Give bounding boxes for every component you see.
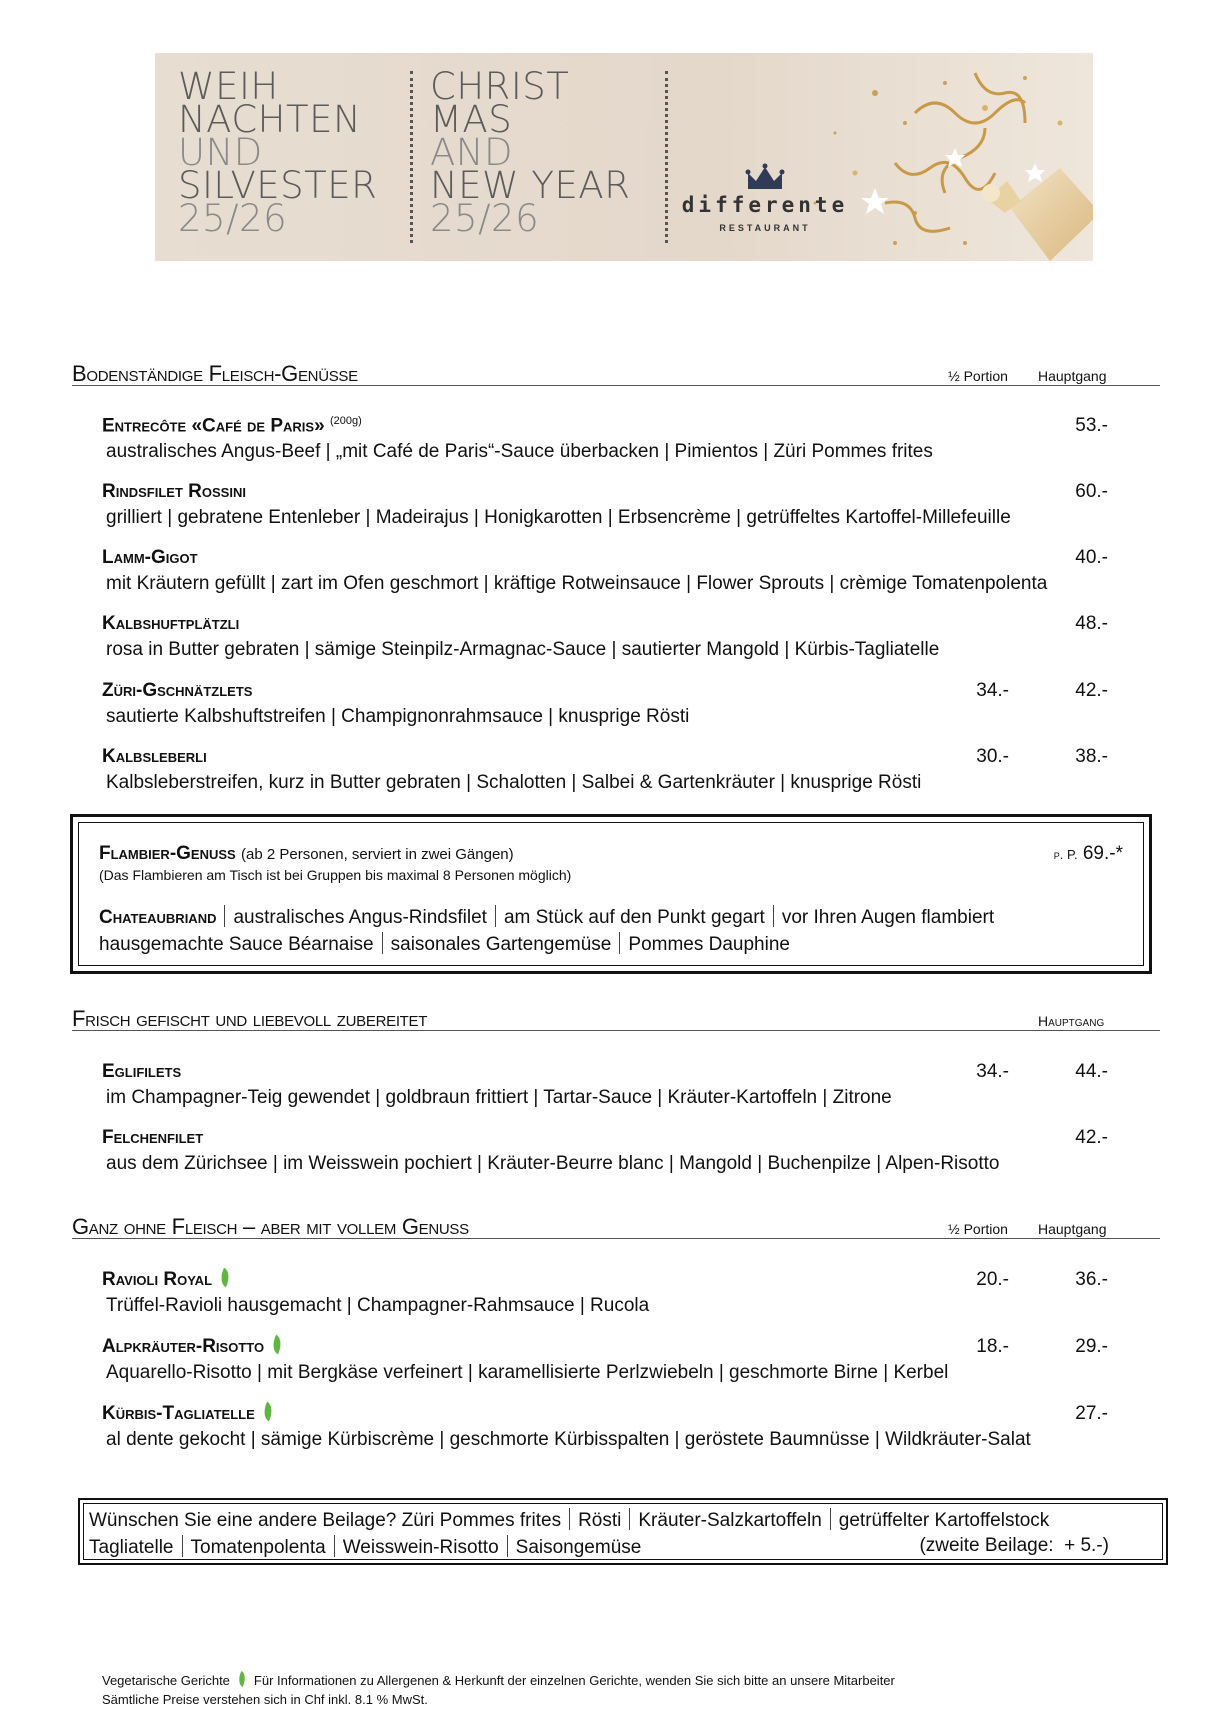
side-dish-item: Wünschen Sie eine andere Beilage? Züri Pommes frites (89, 1510, 562, 1531)
dish-name: Kalbshuftplätzli (102, 613, 240, 634)
banner-divider-1 (410, 71, 413, 243)
dish-name: Eglifilets (102, 1061, 182, 1082)
vegetarian-leaf-icon (217, 1268, 233, 1288)
champagne-decoration (155, 53, 1093, 261)
section-header-veg (72, 1214, 1160, 1239)
column-header-main: Hauptgang (1038, 368, 1107, 384)
price-main: 48.- (1075, 613, 1108, 634)
separator (495, 905, 496, 927)
section-title: Bodenständige Fleisch-Genüsse (72, 361, 358, 386)
separator (629, 1508, 630, 1530)
separator (224, 905, 225, 927)
price-main: 42.- (1075, 1127, 1108, 1148)
price-half: 34.- (976, 1061, 1009, 1082)
banner-mas: MAS (430, 98, 513, 141)
price-half: 30.- (976, 746, 1009, 767)
side-dish-item: Weisswein-Risotto (342, 1537, 499, 1558)
flambier-subtitle: (ab 2 Personen, serviert in zwei Gängen) (241, 846, 514, 863)
allergen-info: Für Informationen zu Allergenen & Herkunft der einzelnen Gerichte, wenden Sie sich bitte an unsere Mitarbeiter (253, 1673, 895, 1688)
separator (830, 1508, 831, 1530)
dish-description: al dente gekocht | sämige Kürbiscrème | geschmorte Kürbisspalten | geröstete Baumnüsse | Wildkräuter-Salat (106, 1429, 1031, 1450)
price-main: 29.- (1075, 1336, 1108, 1357)
price-main: 42.- (1075, 680, 1108, 701)
flambier-item: Pommes Dauphine (628, 934, 790, 955)
flambier-item: saisonales Gartengemüse (390, 934, 612, 955)
dish-description: im Champagner-Teig gewendet | goldbraun frittiert | Tartar-Sauce | Kräuter-Kartoffeln | Zitrone (106, 1087, 892, 1108)
price-half: 34.- (976, 680, 1009, 701)
section-header-fish (72, 1006, 1160, 1031)
side-dish-item: Saisongemüse (515, 1537, 642, 1558)
dish-description: Kalbsleberstreifen, kurz in Butter gebraten | Schalotten | Salbei & Gartenkräuter | knusprige Rösti (106, 772, 922, 793)
crown-icon (745, 163, 785, 193)
column-header-half: ½ Portion (948, 368, 1008, 384)
flambier-heading (99, 843, 514, 865)
flambier-line-1 (99, 905, 994, 929)
header-banner (155, 53, 1093, 261)
price-main: 40.- (1075, 547, 1108, 568)
banner-christ: CHRIST (430, 65, 570, 108)
banner-divider-2 (665, 71, 668, 243)
side-dish-item: Tomatenpolenta (190, 1537, 326, 1558)
vegetarian-leaf-icon (260, 1402, 276, 1422)
banner-und: UND (178, 131, 263, 174)
side-dish-line-2 (89, 1535, 641, 1559)
separator (773, 905, 774, 927)
price-main: 44.- (1075, 1061, 1108, 1082)
price-label: p. P. (1053, 847, 1078, 862)
price-main: 38.- (1075, 746, 1108, 767)
separator (182, 1535, 183, 1557)
dish-name: Lamm-Gigot (102, 547, 198, 568)
flambier-line-2 (99, 932, 790, 956)
footer-line-1 (102, 1672, 895, 1688)
flambier-item: australisches Angus-Rindsfilet (233, 907, 487, 928)
vegetarian-legend: Vegetarische Gerichte (102, 1673, 230, 1688)
dish-description: Aquarello-Risotto | mit Bergkäse verfeinert | karamellisierte Perlzwiebeln | geschmorte Birne | Kerbel (106, 1362, 949, 1383)
section-title: Frisch gefischt und liebevoll zubereitet (72, 1006, 428, 1031)
dish-weight: (200g) (329, 415, 362, 427)
second-side-dish-price: (zweite Beilage: + 5.-) (919, 1535, 1109, 1556)
flambier-box-inner (78, 822, 1144, 966)
brand-logo-text: differente (681, 193, 849, 217)
champagne-bottle (982, 168, 1093, 261)
dish-name: Züri-Gschnätzlets (102, 680, 253, 701)
flambier-box (70, 814, 1152, 974)
section-title: Ganz ohne Fleisch – aber mit vollem Genuss (72, 1214, 469, 1239)
banner-weih: WEIH (178, 65, 279, 108)
banner-and: AND (430, 131, 513, 174)
banner-year-2: 25/26 (430, 197, 540, 240)
side-dish-item: Tagliatelle (89, 1537, 174, 1558)
dish-name: Rindsfilet Rossini (102, 481, 246, 502)
flambier-price (1054, 843, 1123, 865)
banner-new-year: NEW YEAR (430, 164, 631, 207)
price-half: 20.- (976, 1269, 1009, 1290)
banner-nachten: NACHTEN (178, 98, 362, 141)
footer-prices-note: Sämtliche Preise verstehen sich in Chf inkl. 8.1 % MwSt. (102, 1692, 428, 1707)
dish-name: Felchenfilet (102, 1127, 204, 1148)
price-value: 69.-* (1082, 843, 1123, 864)
separator (619, 932, 620, 954)
side-dish-line-1 (89, 1508, 1049, 1532)
dish-description: grilliert | gebratene Entenleber | Madeirajus | Honigkarotten | Erbsencrème | getrüffeltes Kartoffel-Millefeuille (106, 507, 1011, 528)
side-dish-box-inner (83, 1503, 1163, 1560)
vegetarian-leaf-icon (235, 1671, 248, 1687)
dish-description: rosa in Butter gebraten | sämige Steinpilz-Armagnac-Sauce | sautierter Mangold | Kürbis-Tagliatelle (106, 639, 940, 660)
side-dish-item: Rösti (578, 1510, 622, 1531)
banner-year-1: 25/26 (178, 197, 288, 240)
flambier-dish: Chateaubriand (99, 907, 217, 928)
dish-name: Alpkräuter-Risotto (102, 1336, 282, 1358)
dish-name: Kalbsleberli (102, 746, 207, 767)
dish-name: Entrecôte «Café de Paris» $^{(200g)}$ (102, 415, 362, 437)
separator (334, 1535, 335, 1557)
column-header-main: Hauptgang (1038, 1013, 1105, 1029)
dish-description: Trüffel-Ravioli hausgemacht | Champagner-Rahmsauce | Rucola (106, 1295, 650, 1316)
flambier-item: hausgemachte Sauce Béarnaise (99, 934, 374, 955)
dish-description: australisches Angus-Beef | „mit Café de Paris“-Sauce überbacken | Pimientos | Züri Pommes frites (106, 441, 933, 462)
side-dish-box (78, 1498, 1168, 1565)
separator (569, 1508, 570, 1530)
column-header-main: Hauptgang (1038, 1221, 1107, 1237)
flambier-note: (Das Flambieren am Tisch ist bei Gruppen bis maximal 8 Personen möglich) (99, 867, 572, 883)
column-header-half: ½ Portion (948, 1221, 1008, 1237)
brand-logo-subtitle: RESTAURANT (719, 223, 811, 233)
dish-description: sautierte Kalbshuftstreifen | Champignonrahmsauce | knusprige Rösti (106, 706, 690, 727)
price-main: 27.- (1075, 1403, 1108, 1424)
price-half: 18.- (976, 1336, 1009, 1357)
side-dish-item: Kräuter-Salzkartoffeln (638, 1510, 822, 1531)
flambier-item: am Stück auf den Punkt gegart (503, 907, 765, 928)
flambier-title: Flambier-Genuss (99, 843, 236, 864)
vegetarian-leaf-icon (269, 1335, 285, 1355)
dish-name: Kürbis-Tagliatelle (102, 1403, 273, 1425)
dish-description: mit Kräutern gefüllt | zart im Ofen geschmort | kräftige Rotweinsauce | Flower Sprouts | crèmige Tomatenpolenta (106, 573, 1048, 594)
price-main: 60.- (1075, 481, 1108, 502)
flambier-item: vor Ihren Augen flambiert (781, 907, 995, 928)
price-main: 36.- (1075, 1269, 1108, 1290)
side-dish-item: getrüffelter Kartoffelstock (838, 1510, 1050, 1531)
price-main: 53.- (1075, 415, 1108, 436)
section-header-meat (72, 361, 1160, 386)
dish-name: Ravioli Royal (102, 1269, 230, 1291)
separator (507, 1535, 508, 1557)
banner-silvester: SILVESTER (178, 164, 378, 207)
separator (382, 932, 383, 954)
dish-description: aus dem Zürichsee | im Weisswein pochiert | Kräuter-Beurre blanc | Mangold | Buchenpilze | Alpen-Risotto (106, 1153, 1000, 1174)
